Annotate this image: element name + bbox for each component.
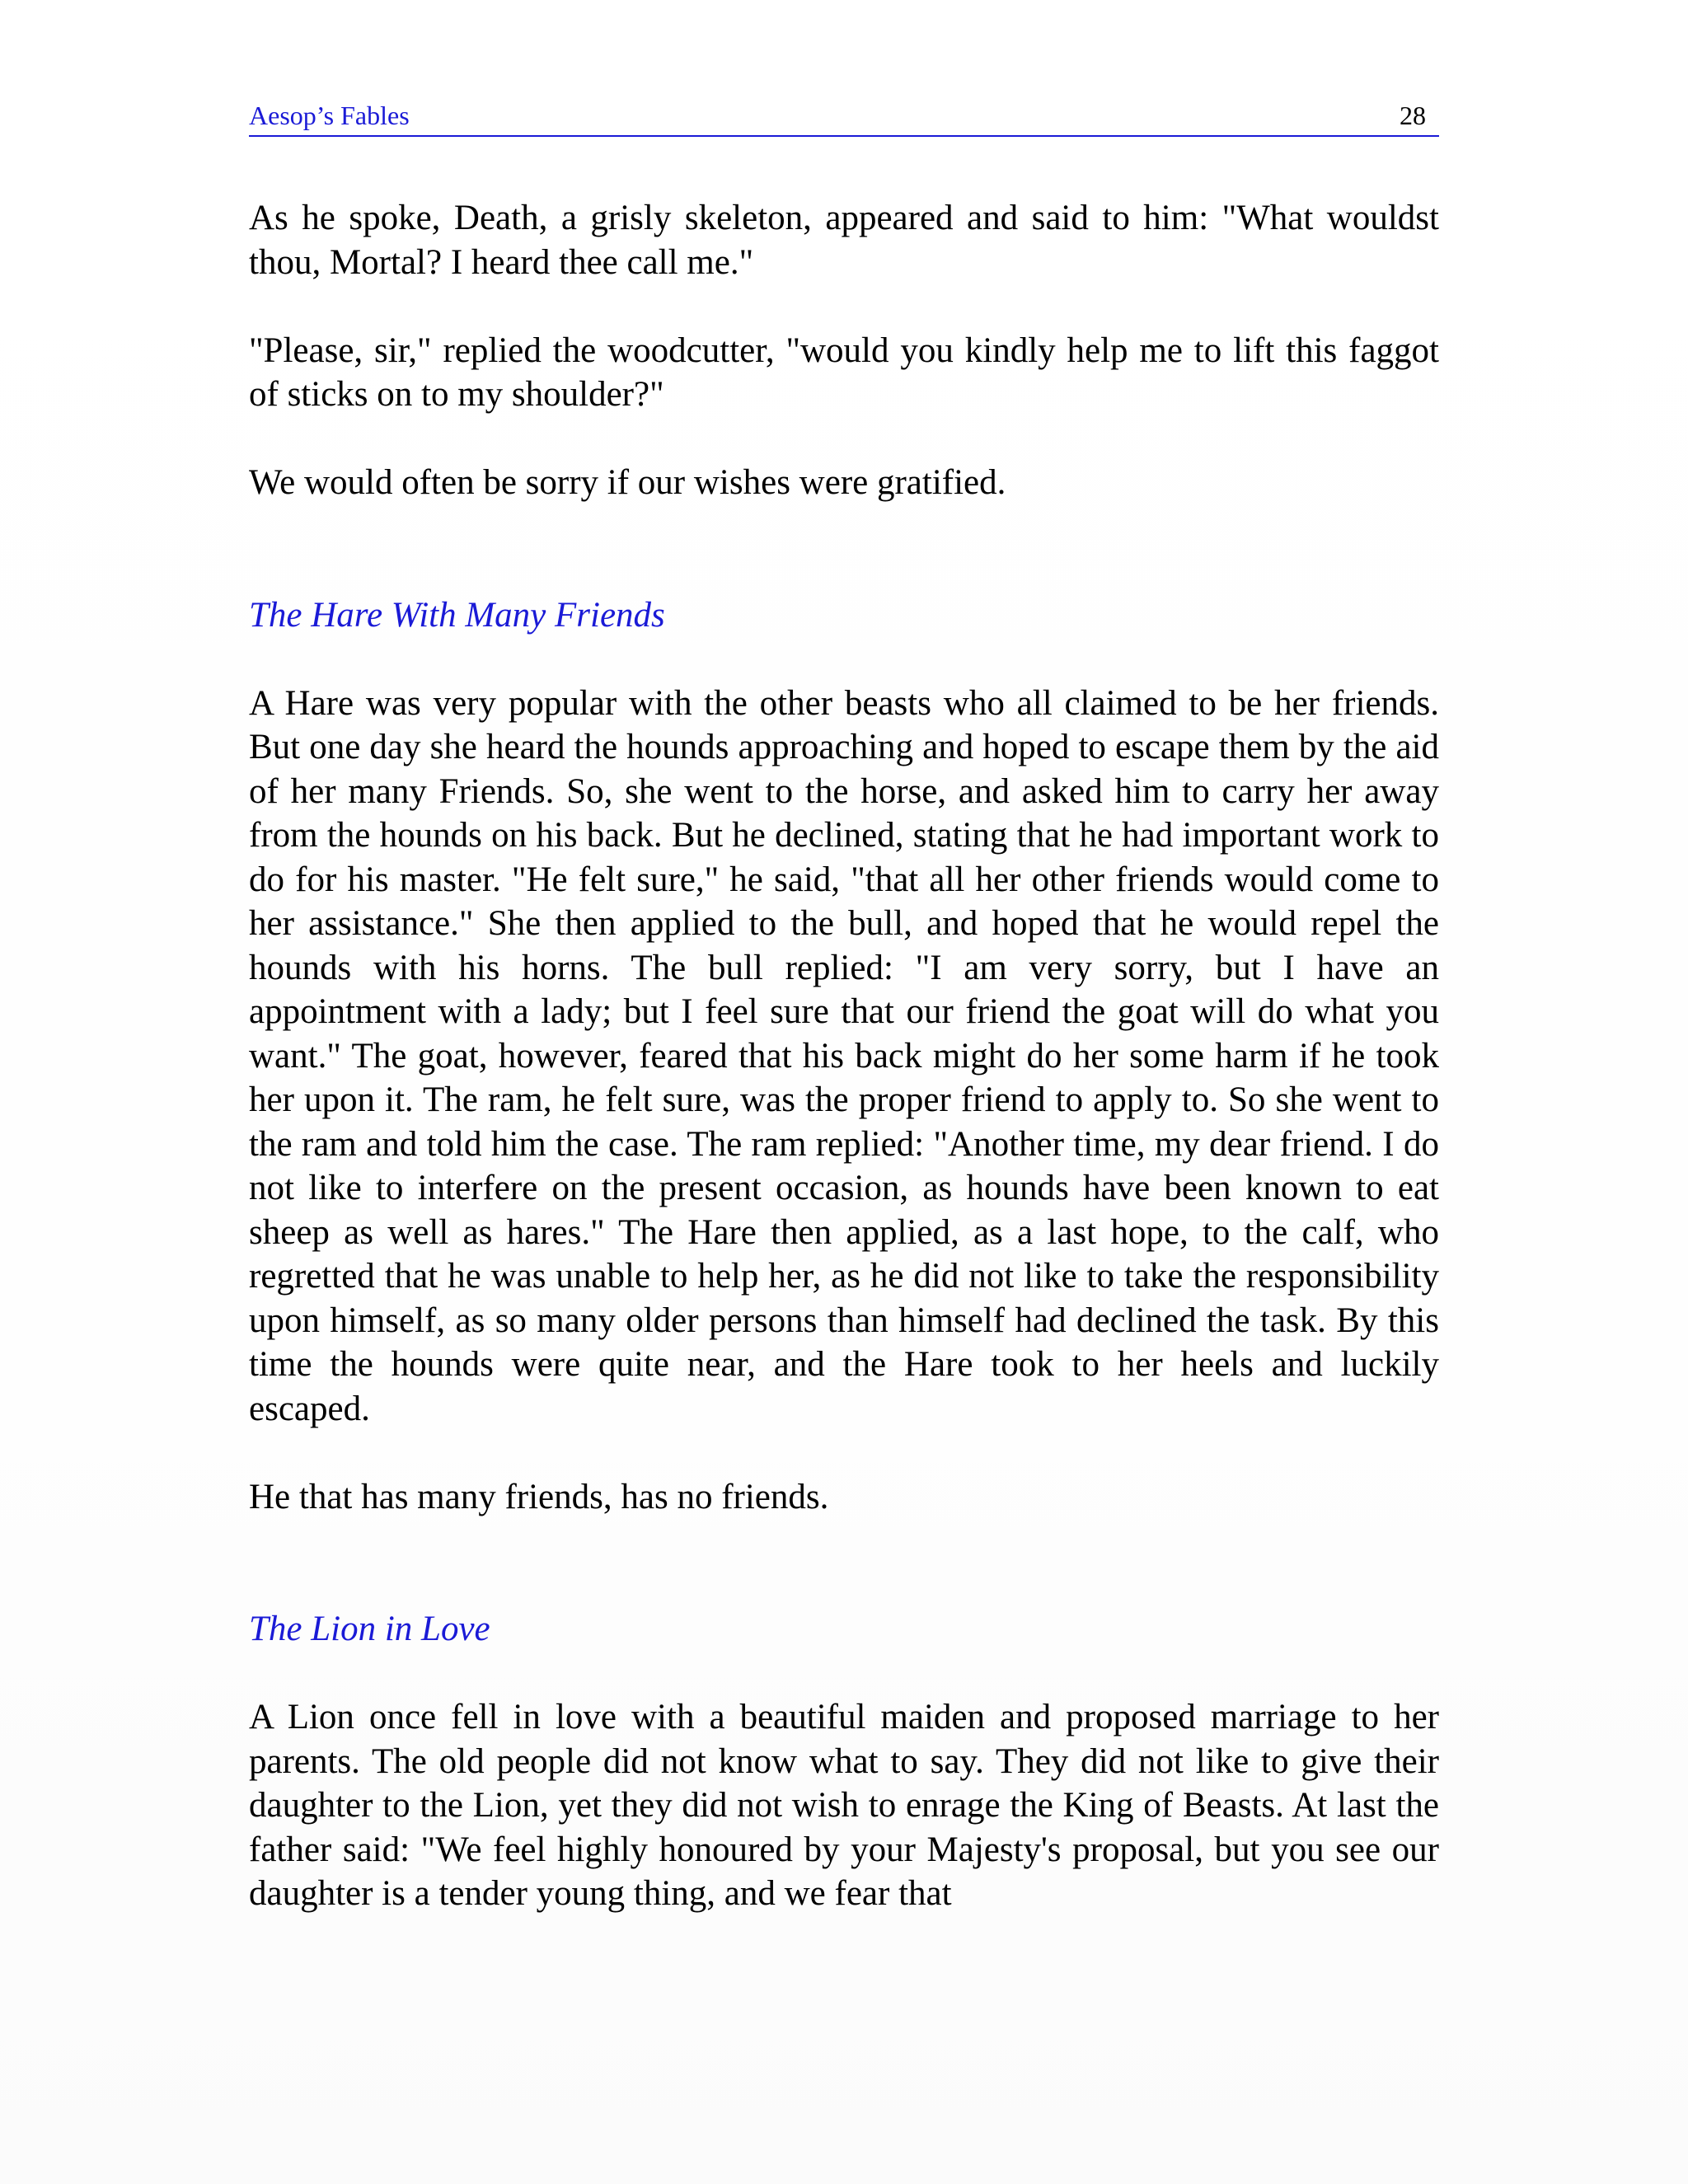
moral-paragraph: He that has many friends, has no friends. (249, 1477, 829, 1516)
running-header (249, 99, 1439, 137)
body-paragraph: "Please, sir," replied the woodcutter, "would you kindly help me to lift this faggot of sticks on to my shoulder?" (249, 330, 1439, 414)
book-title: Aesop’s Fables (249, 101, 410, 130)
body-paragraph: A Lion once fell in love with a beautiful maiden and proposed marriage to her parents. The old people did not know what to say. They did not like to give their daughter to the Lion, yet they did not wish to enrage the King of Beasts. At last the father said: "We feel highly honoured by your Majesty's proposal, but you see our daughter is a tender young thing, and we fear that (249, 1698, 1439, 1913)
page-content (249, 196, 1439, 1960)
page-number: 28 (1400, 101, 1426, 130)
fable-lion-in-love (249, 1607, 1439, 1916)
fable-heading: The Hare With Many Friends (249, 595, 665, 635)
fable-hare-with-many-friends (249, 593, 1439, 1520)
fable-death-and-woodcutter-ending (249, 196, 1439, 505)
body-paragraph: A Hare was very popular with the other beasts who all claimed to be her friends. But one day she heard the hounds approaching and hoped to escape them by the aid of her many Friends. So, she went to the horse, and asked him to carry her away from the hounds on his back. But he declined, stating that he had important work to do for his master. "He felt sure," he said, "that all her other friends would come to her assistance." She then applied to the bull, and hoped that he would repel the hounds with his horns. The bull replied: "I am very sorry, but I have an appointment with a lady; but I feel sure that our friend the goat will do what you want." The goat, however, feared that his back might do her some harm if he took her upon it. The ram, he felt sure, was the proper friend to apply to. So she went to the ram and told him the case. The ram replied: "Another time, my dear friend. I do not like to interfere on the present occasion, as hounds have been known to eat sheep as well as hares." The Hare then applied, as a last hope, to the calf, who regretted that he was unable to help her, as he did not like to take the responsibility upon himself, as so many older persons than himself had declined the task. By this time the hounds were quite near, and the Hare took to her heels and luckily escaped. (249, 683, 1439, 1428)
moral-paragraph: We would often be sorry if our wishes were gratified. (249, 463, 1006, 502)
body-paragraph: As he spoke, Death, a grisly skeleton, appeared and said to him: "What wouldst thou, Mortal? I heard thee call me." (249, 199, 1439, 282)
fable-heading: The Lion in Love (249, 1610, 490, 1648)
